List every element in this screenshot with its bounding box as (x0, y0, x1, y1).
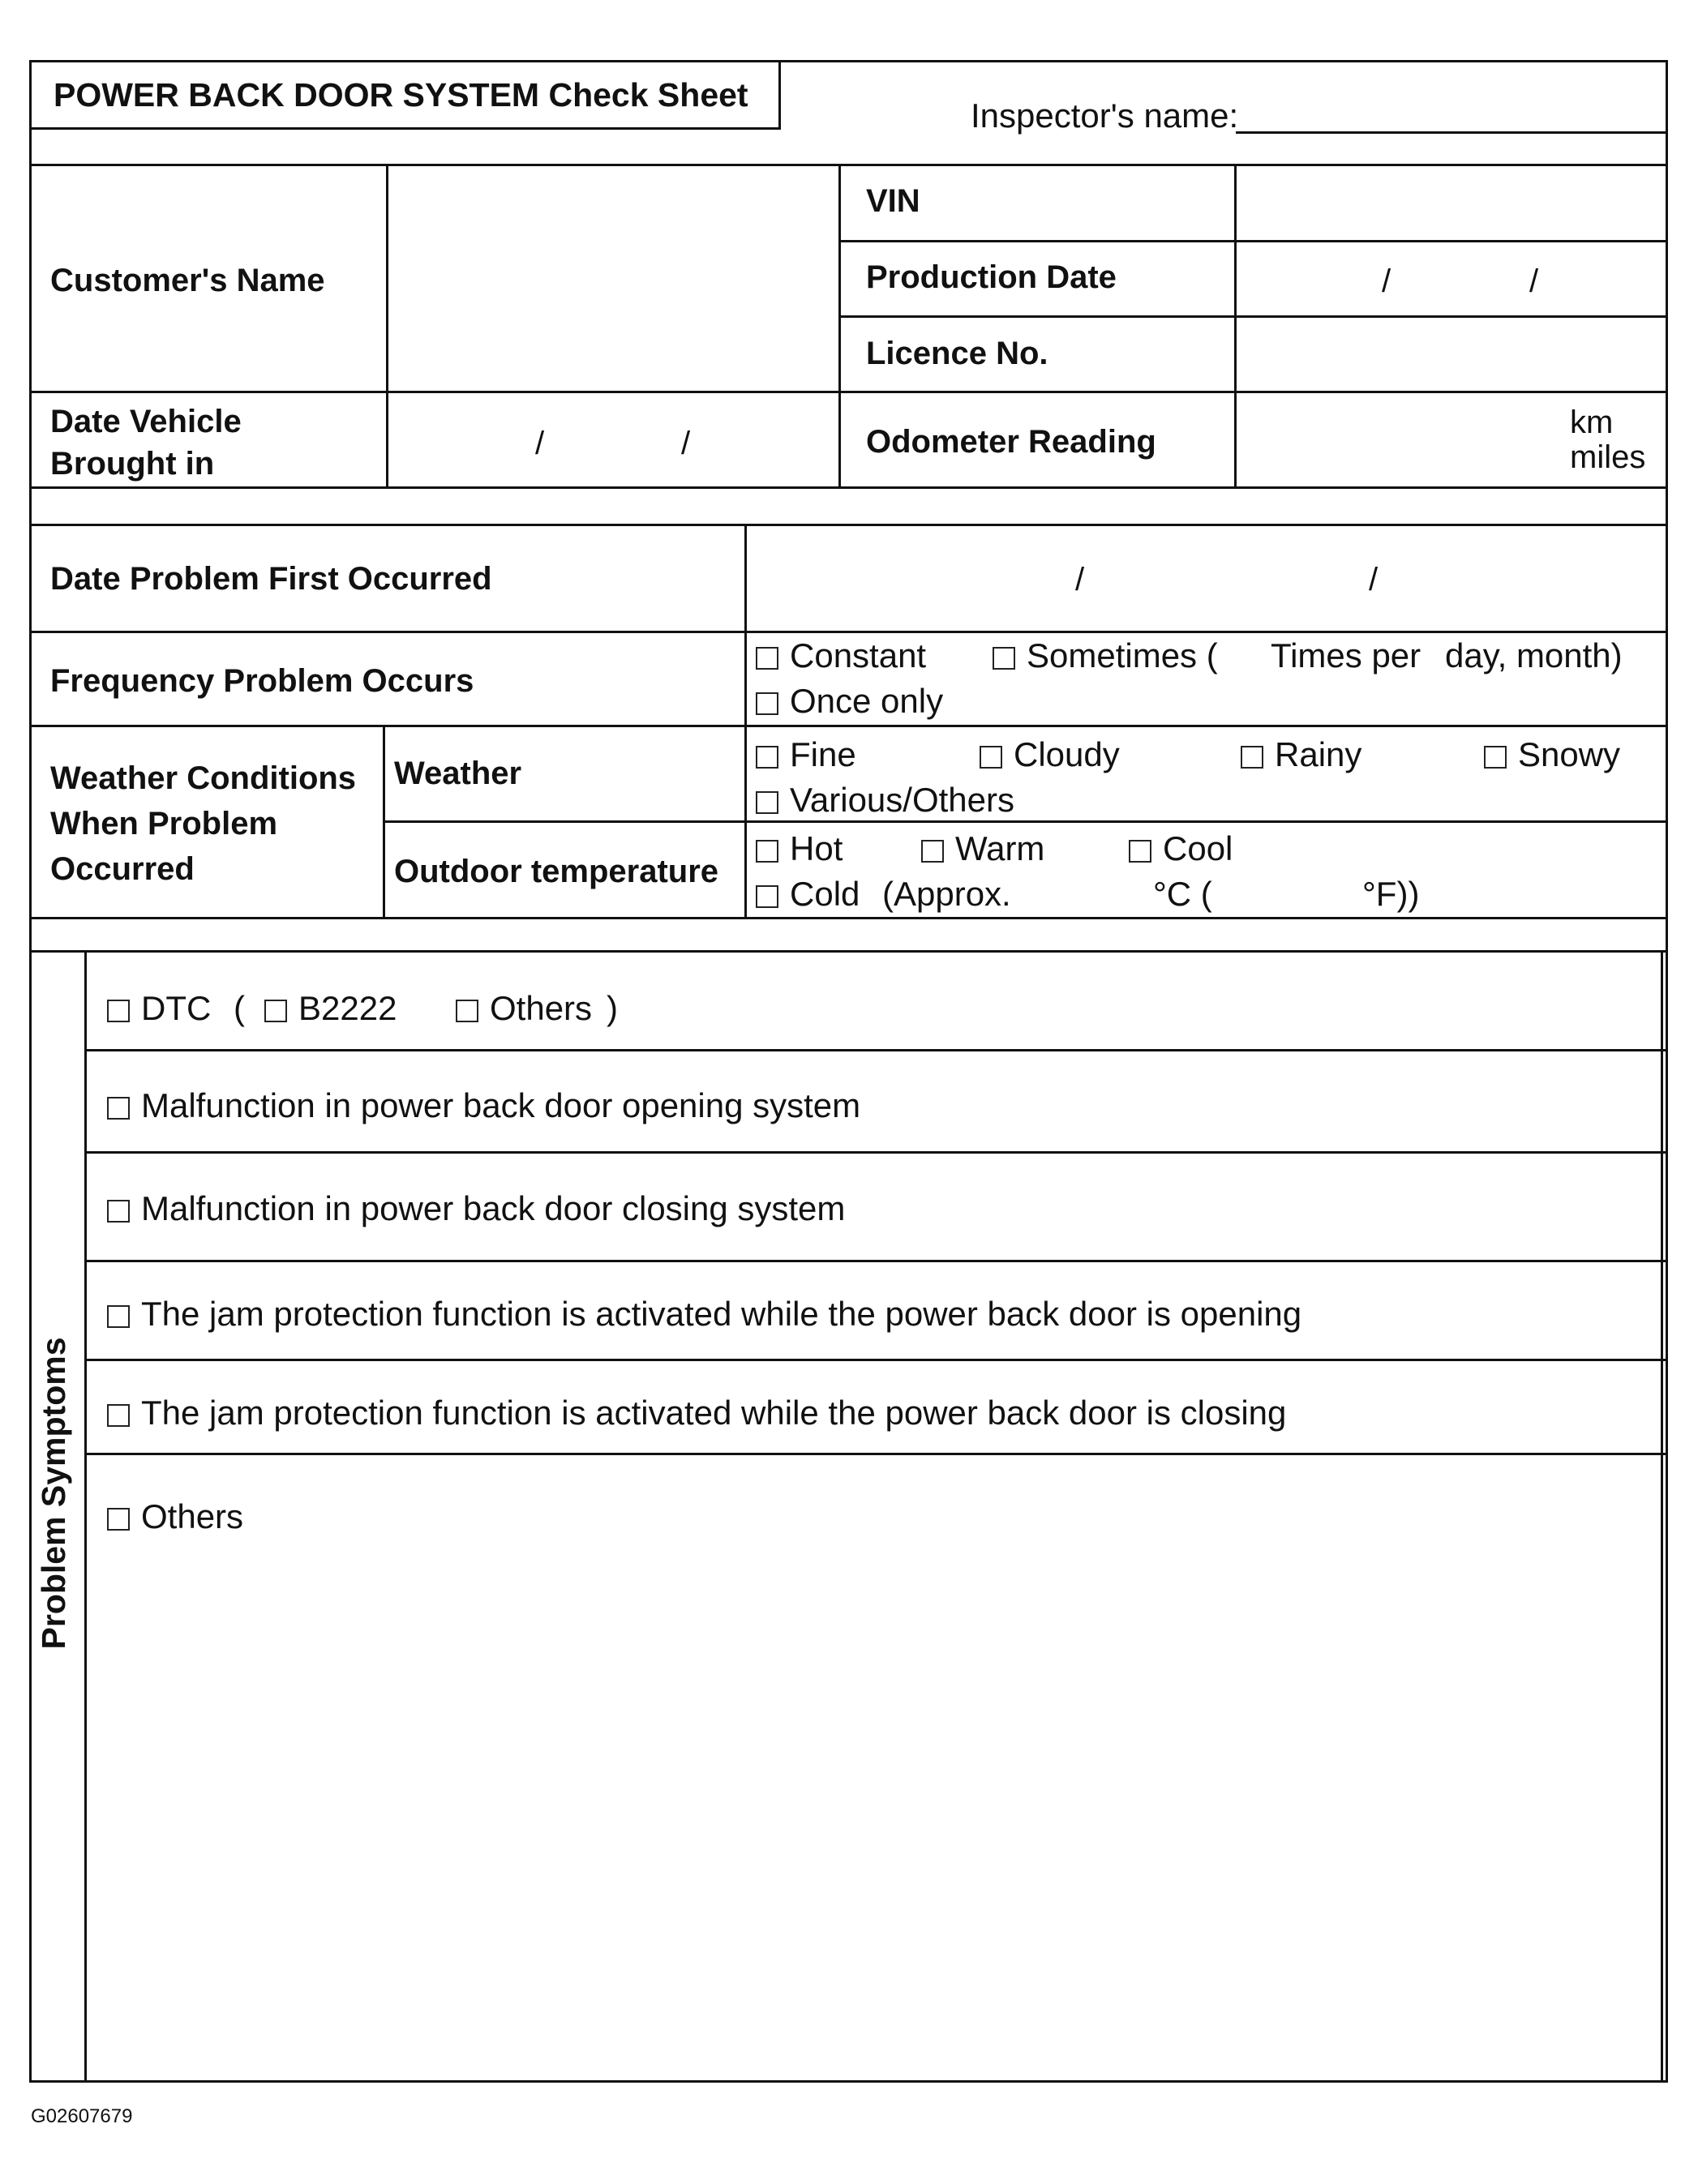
date-brought-label (50, 400, 242, 485)
checkbox[interactable] (107, 1200, 130, 1223)
title-box-bottom (29, 127, 781, 130)
checkbox[interactable] (107, 1508, 130, 1531)
temperature-cold-option[interactable] (756, 874, 860, 914)
checkbox[interactable] (921, 840, 944, 863)
option-label: Fine (790, 735, 856, 773)
vehicle-col-2 (838, 164, 841, 488)
weather-conditions-line3: Occurred (50, 851, 195, 887)
checkbox[interactable] (456, 1000, 478, 1022)
symptom-closing-malfunction[interactable] (107, 1188, 845, 1229)
option-label: Malfunction in power back door closing system (141, 1189, 846, 1227)
customer-name-field[interactable] (389, 166, 837, 390)
first-occurred-label: Date Problem First Occurred (50, 561, 492, 597)
frequency-label: Frequency Problem Occurs (50, 663, 474, 699)
temperature-label: Outdoor temperature (394, 854, 719, 889)
fahrenheit-label: °F)) (1362, 875, 1420, 913)
date-separator: / (1382, 263, 1391, 299)
licence-label: Licence No. (866, 336, 1048, 371)
symptom-row-1-bottom (84, 1049, 1666, 1051)
checkbox[interactable] (1484, 746, 1507, 769)
date-separator: / (1075, 562, 1085, 597)
frequency-once-option[interactable] (756, 681, 943, 722)
production-date-field[interactable] (1237, 242, 1666, 314)
temperature-cool-option[interactable] (1129, 829, 1233, 869)
option-label: Others (490, 989, 593, 1027)
frequency-sometimes-option[interactable] (993, 636, 1218, 676)
title-box-right (778, 60, 781, 130)
option-label: B2222 (298, 989, 397, 1027)
checkbox[interactable] (756, 791, 778, 814)
checkbox[interactable] (1241, 746, 1263, 769)
temperature-hot-option[interactable] (756, 829, 843, 869)
weather-conditions-label (50, 756, 356, 892)
symptom-row-3-bottom (84, 1260, 1666, 1262)
symptoms-inner-right (1661, 950, 1663, 2082)
symptom-dtc-b2222[interactable] (264, 988, 397, 1029)
checkbox[interactable] (107, 1305, 130, 1328)
checkbox[interactable] (756, 692, 778, 715)
licence-field[interactable] (1237, 318, 1666, 389)
option-label: Sometimes ( (1027, 636, 1218, 674)
date-separator: / (1369, 562, 1379, 597)
symptom-jam-closing[interactable] (107, 1393, 1286, 1433)
date-separator: / (681, 426, 691, 461)
option-label: Malfunction in power back door opening system (141, 1086, 861, 1124)
option-label: Cloudy (1014, 735, 1120, 773)
symptom-dtc[interactable] (107, 988, 211, 1029)
km-unit: km (1570, 405, 1614, 440)
symptoms-section-label: Problem Symptoms (35, 1337, 72, 1650)
symptom-others-notes-area[interactable] (88, 1557, 1657, 2075)
vehicle-col-3 (1234, 164, 1237, 488)
vehicle-table-bottom (29, 486, 1668, 489)
option-label: Hot (790, 829, 843, 867)
miles-unit: miles (1570, 439, 1646, 475)
symptom-dtc-others[interactable] (456, 988, 592, 1029)
option-label: Rainy (1275, 735, 1362, 773)
day-month-label: day, month) (1445, 636, 1623, 674)
frequency-row-bottom (29, 725, 1668, 727)
option-label: Constant (790, 636, 927, 674)
odometer-label: Odometer Reading (866, 424, 1156, 460)
option-label: The jam protection function is activated while the power back door is closing (141, 1394, 1287, 1432)
weather-conditions-line1: Weather Conditions (50, 760, 357, 796)
first-occurred-field[interactable] (748, 526, 1666, 630)
outer-top-border (29, 60, 1666, 62)
dtc-close-paren: ) (607, 989, 618, 1027)
weather-rainy-option[interactable] (1241, 734, 1361, 775)
symptom-row-4-bottom (84, 1359, 1666, 1361)
vin-label: VIN (866, 183, 920, 219)
inspector-underline (1236, 131, 1668, 134)
option-label: Others (141, 1497, 244, 1535)
celsius-label: °C ( (1153, 875, 1212, 913)
option-label: Warm (955, 829, 1045, 867)
checkbox[interactable] (993, 647, 1015, 670)
weather-conditions-line2: When Problem (50, 806, 278, 841)
checkbox[interactable] (756, 746, 778, 769)
weather-fine-option[interactable] (756, 734, 856, 775)
inspector-label: Inspector's name: (971, 96, 1239, 135)
frequency-constant-option[interactable] (756, 636, 926, 676)
date-brought-label-line2: Brought in (50, 446, 215, 482)
option-label: The jam protection function is activated while the power back door is opening (141, 1295, 1302, 1333)
symptoms-label-divider (84, 950, 87, 2082)
checkbox[interactable] (756, 885, 778, 908)
symptom-jam-opening[interactable] (107, 1294, 1301, 1334)
option-label: Once only (790, 682, 944, 720)
outer-bottom-border (29, 2080, 1668, 2083)
checkbox[interactable] (756, 647, 778, 670)
symptom-row-2-bottom (84, 1151, 1666, 1154)
checkbox[interactable] (107, 1404, 130, 1427)
symptom-row-5-bottom (84, 1453, 1666, 1455)
date-brought-field[interactable] (389, 393, 837, 486)
symptoms-table-top (29, 950, 1668, 953)
checkbox[interactable] (107, 1000, 130, 1022)
option-label: Cold (790, 875, 860, 913)
checkbox[interactable] (1129, 840, 1151, 863)
checkbox[interactable] (756, 840, 778, 863)
outer-left-border (29, 60, 32, 2083)
weather-row-bottom (383, 820, 1668, 823)
option-label: Various/Others (790, 781, 1014, 819)
symptom-others[interactable] (107, 1497, 243, 1537)
checkbox[interactable] (107, 1097, 130, 1120)
temperature-warm-option[interactable] (921, 829, 1044, 869)
option-label: Cool (1163, 829, 1233, 867)
figure-code: G02607679 (31, 2105, 133, 2127)
date-separator: / (535, 426, 545, 461)
symptom-opening-malfunction[interactable] (107, 1086, 860, 1126)
outer-right-border (1666, 60, 1668, 2083)
date-brought-label-line1: Date Vehicle (50, 404, 242, 439)
customer-name-label: Customer's Name (50, 263, 325, 298)
production-date-label: Production Date (866, 259, 1117, 295)
times-per-label: Times per (1271, 636, 1421, 674)
weather-various-option[interactable] (756, 780, 1014, 820)
checkbox[interactable] (980, 746, 1002, 769)
date-separator: / (1529, 263, 1539, 299)
approx-label: (Approx. (882, 875, 1011, 913)
problem-table-bottom (29, 917, 1668, 919)
checkbox[interactable] (264, 1000, 287, 1022)
odometer-field[interactable] (1237, 393, 1666, 486)
page-title: POWER BACK DOOR SYSTEM Check Sheet (54, 76, 748, 113)
vehicle-col-1 (386, 164, 388, 488)
option-label: Snowy (1518, 735, 1621, 773)
dtc-open-paren: ( (234, 989, 245, 1027)
first-occurred-row-bottom (29, 631, 1668, 633)
option-label: DTC (141, 989, 212, 1027)
weather-cloudy-option[interactable] (980, 734, 1120, 775)
problem-col-divider (744, 524, 747, 919)
weather-snowy-option[interactable] (1484, 734, 1620, 775)
weather-label: Weather (394, 756, 522, 791)
vin-field[interactable] (1237, 166, 1666, 239)
